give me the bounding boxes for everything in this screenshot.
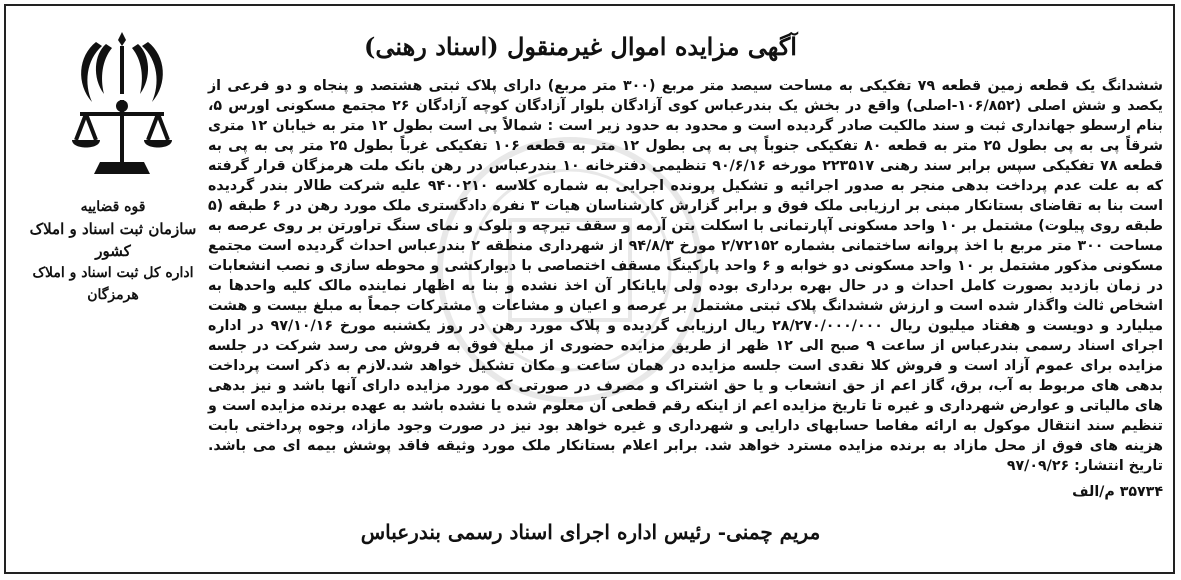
org-line-2: سازمان ثبت اسناد و املاک کشور: [29, 220, 197, 260]
organization-block: [18, 196, 208, 306]
notice-body-paragraph: ششدانگ یک قطعه زمین قطعه ۷۹ تفکیکی به مساحت سیصد متر مربع (۳۰۰ متر مربع) دارای پلاک ثبتی هشتصد و پنجاه و دو فرعی از یکصد و شش اصلی (۱۰۶/۸۵۲-اصلی) واقع در بخش یک بندرعباس کوی آزادگان بلوار آزادگان کوچه آزادگان ۲۶ مجتمع مسکونی اورس ۵، بنام ارسطو جهانداری ثبت و سند مالکیت صادر گردیده است و محدود به حدود زیر است : شمالاً پی است بطول ۱۲ متر به خیابان ۱۲ متری شرقاً پی به پی بطول ۲۵ متر به قطعه ۸۰ تفکیکی جنوباً پی به پی بطول ۱۲ متر به قطعه ۱۰۶ تفکیکی غرباً بطول ۲۵ متر پی به پی به قطعه ۷۸ تفکیکی سپس برابر سند رهنی ۲۲۳۵۱۷ مورخه ۹۰/۶/۱۶ تنظیمی دفترخانه ۱۰ بندرعباس در رهن بانک ملت هرمزگان قرار گرفته که به علت عدم پرداخت بدهی منجر به صدور اجرائیه و تشکیل پرونده اجرایی به شماره کلاسه ۹۴۰۰۲۱۰ علیه شرکت طالار بندر گردیده است بنا به تقاضای بستانکار مبنی بر ارزیابی ملک فوق و برابر گزارش کارشناسان هیات ۳ نفره دادگستری ملک مورد رهن در ۶ طبقه (۵ طبقه روی پیلوت) مشتمل بر ۱۰ واحد مسکونی آپارتمانی با اسکلت بتن آرمه و سقف تیرچه و بلوک و نمای سنگ تراورتن بر روی عرصه به مساحت ۳۰۰ متر مربع با اخذ پروانه ساختمانی بشماره ۲/۷۲۱۵۲ مورخ ۹۴/۸/۳ از شهرداری منطقه ۲ بندرعباس احداث گردیده است مجتمع مسکونی مذکور مشتمل بر ۱۰ واحد مسکونی دو خوابه و ۶ واحد پارکینگ مسقف اختصاصی با دیوارکشی و محوطه سازی و نصب انشعابات در زمان بازدید بصورت کامل احداث و در حال بهره برداری بوده ولی پایانکار آن اخذ نشده و بنا به اظهار نماینده مالک کلیه واحدها به اشخاص ثالث واگذار شده است و ارزش ششدانگ پلاک ثبتی مشتمل بر عرصه و اعیان و مشاعات و مشترکات جمعاً به مبلغ بیست و هشت میلیارد و دویست و هفتاد میلیون ریال ۲۸/۲۷۰/۰۰۰/۰۰۰ ریال ارزیابی گردیده و پلاک مورد رهن در روز یکشنبه مورخ ۹۷/۱۰/۱۶ در اداره اجرای اسناد رسمی بندرعباس از ساعت ۹ صبح الی ۱۲ ظهر از طریق مزایده حضوری از مبلغ فوق به فروش می رسد شرکت در جلسه مزایده برای عموم آزاد است و فروش کلا نقدی است جلسه مزایده در همان ساعت و مکان تشکیل خواهد شد.لازم به ذکر است پرداخت بدهی های مربوط به آب، برق، گاز اعم از حق انشعاب و یا حق اشتراک و مصرف در صورتی که مورد مزایده دارای آنها باشد و نیز بدهی های مالیاتی و عوارض شهرداری و غیره تا تاریخ مزایده اعم از اینکه رقم قطعی آن معلوم شده یا نشده باشد به عهده برنده مزایده است و تنظیم سند انتقال موکول به ارائه مفاصا حسابهای دارایی و شهرداری و غیره خواهد بود نیز در صورت وجود مازاد، وجوه پرداختی بابت هزینه های فوق از محل مازاد به برنده مزایده مسترد خواهد شد. برابر اعلام بستانکار ملک مورد وثیقه فاقد پوشش بیمه ای می باشد. تاریخ انتشار: ۹۷/۰۹/۲۶: [208, 78, 1164, 474]
reference-number: ۳۵۷۳۴ م/الف: [1072, 484, 1163, 500]
org-line-1: قوه قضاییه: [80, 199, 146, 215]
notice-body: [208, 76, 1163, 476]
notice-title: آگهی مزایده اموال غیرمنقول (اسناد رهنی): [364, 32, 797, 61]
iran-emblem-icon: [62, 28, 182, 178]
org-line-3: اداره کل ثبت اسناد و املاک هرمزگان: [32, 265, 194, 303]
signature-line: مریم چمنی- رئیس اداره اجرای اسناد رسمی بندرعباس: [360, 520, 821, 544]
